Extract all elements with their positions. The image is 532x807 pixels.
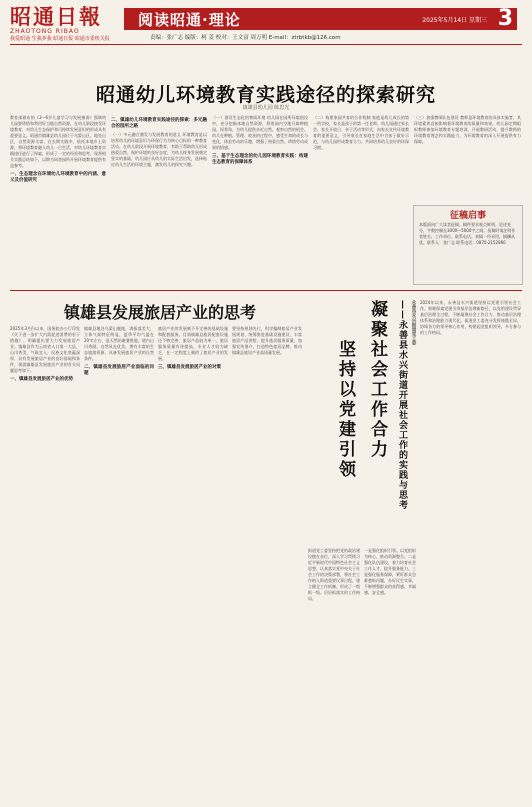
article1-byline: 镇雄县幼儿园 陈思光	[242, 105, 290, 111]
section-banner	[124, 8, 517, 30]
editor-credits: 责编：张广志 编版：柯 姜 校对：王文富 周万明 E-mail：ztrbtkb@126.com	[150, 35, 341, 41]
article3-author: 永善县水兴街道党工委	[411, 300, 416, 345]
article2-column-1	[10, 326, 80, 798]
article2-body-1: 2025年3月份以来，国务院办公厅印发《关于进一步扩大内需促进消费的若干措施》，明确提出要大力发展旅居产业。镇雄县作为云南省人口第一大县，山川秀美，气候宜人，民族文化底蕴深厚，具有发展旅居产业的良好基础和条件，现就镇雄县发展旅居产业的有关问题思考如下。	[10, 326, 80, 373]
article1-column-3	[212, 115, 308, 285]
article3-column-3	[364, 548, 416, 798]
article1-column-4	[313, 115, 409, 285]
page-number: 3	[497, 6, 513, 31]
article2-column-2	[84, 326, 154, 798]
header-divider	[10, 44, 522, 45]
article3-column-1	[420, 300, 521, 798]
masthead-pinyin: ZHAOTONG RIBAO	[10, 28, 80, 35]
article1-body-2: （一）多元融合激发与发展教育的意义 环境教育是以培养幼儿的环境意识与环保行为为核心目标的一种教育活动。在幼儿阶段开展环境教育，有助于帮助幼儿形成热爱自然、保护环境的良好态度，为幼儿终身发展奠定坚实的基础。幼儿园应从幼儿的实际生活出发，选择贴近幼儿生活的环境主题，激发幼儿的探究兴趣。	[111, 132, 207, 167]
article1-subheading-3: 三、基于生态理念的幼儿园环境教育实践：构建生态教育的保障体系	[212, 154, 308, 165]
article3-headline-2: 坚持以党建引领	[335, 340, 355, 480]
masthead-title: 昭通日報	[10, 4, 102, 29]
masthead	[10, 6, 118, 40]
article1-column-2	[111, 115, 207, 285]
article3-body-2: 街道党工委坚持把党的政治建设摆在首位，深入学习贯彻习近平新时代中国特色社会主义思想，认真落实党中央关于社会工作的决策部署，将社会工作纳入街道重要议事日程，建立健全工作机制，形成了一级抓一级、层层抓落实的工作格局。	[308, 548, 360, 601]
article2-body-3: 旅居产业的发展离不开完善的基础设施和配套服务。目前镇雄县旅居配套设施还不够完善，旅居产品较为单一，旅居服务质量有待提高，专业人才较为缺乏，在一定程度上制约了旅居产业的发展。	[158, 326, 228, 361]
article1-body-1: 教育部颁布的《3—6岁儿童学习与发展指南》强调幼儿园要珍惜和利用好当地自然资源，在幼儿阶段接受环境教育，对幼儿生态保护和可持续发展意识的形成具有重要意义。昭通市镇雄县幼儿园位于乌蒙山区，地处山区，自然资源丰富，在长期实践中，依托本地乡土资源，将环境教育融入幼儿一日生活，对幼儿环境教育实践途径进行了探索，形成了一定的经验和思考，现将相关实践总结如下，以期为同类园所开展环境教育提供有益参考。	[10, 115, 106, 168]
article1-subheading-1: 一、生态理念在环境幼儿环境教育中的内涵、意义及价值研究	[10, 172, 106, 183]
article2-subheading-3: 三、镇雄县发展旅居产业的对策	[158, 365, 221, 370]
article3-column-2	[308, 548, 360, 798]
notice-body: 本版面向广大读者征稿，稿件要求观点鲜明、论述充分，字数控制在3000—5000字之间。投稿时请注明作者姓名、工作单位、联系电话。来稿一经采用，稿酬从优。联系人：张广志 联系电话：0870-2152866	[419, 222, 516, 245]
article1-body-5: （三）加强教师队伍建设 教师是环境教育的具体实施者，其环境素养直接影响着环境教育的质量和效果。幼儿园定期组织教师参加环境教育专题培训，开展教研活动，提升教师的环境教育理念和实践能力，为环境教育的深入开展提供有力保障。	[414, 115, 521, 144]
article1-column-1	[10, 115, 106, 285]
article1-body-3: （一）创设生态化的物质环境 幼儿园在园所环境创设中，充分挖掘本地自然资源，利用园内空地开辟种植园、饲养角，为幼儿提供亲近自然、观察自然的机会。幼儿在种植、管理、收获的过程中，感受生命的成长与变化，体验劳动的乐趣，增强了热爱自然、珍惜劳动成果的情感。	[212, 115, 308, 150]
article1-subheading-2: 二、镇雄幼儿环境教育实践途径的探索：多元融合的园所之路	[111, 118, 207, 129]
call-for-papers-box	[413, 205, 523, 285]
section-divider	[10, 290, 522, 291]
notice-title: 征稿启事	[449, 211, 486, 221]
article2-body-4: 要坚持规划先行，科学编制旅居产业发展规划，统筹推进基础设施建设，丰富旅居产品供给，提升旅居服务质量，加强宣传推介，打造特色旅居品牌，推动镇雄县旅居产业高质量发展。	[232, 326, 302, 355]
issue-date: 2025年5月14日 星期三	[422, 17, 487, 24]
article1-headline: 昭通幼儿环境教育实践途径的探索研究	[95, 84, 436, 106]
article2-body-2: 镇雄县地处乌蒙山腹地，海拔落差大，立体气候特征明显，夏季平均气温在20℃左右，是天然的避暑胜地。境内山川秀丽，自然风光优美，拥有丰富的生态旅游资源，具备发展旅居产业的自然条件。	[84, 326, 154, 361]
article3-subtitle: ——永善县水兴街道开展社会工作的实践与思考	[397, 300, 407, 510]
article2-headline: 镇雄县发展旅居产业的思考	[63, 303, 256, 322]
article2-column-3	[158, 326, 228, 798]
article2-subheading-2: 二、镇雄县发展旅居产业面临的问题	[84, 365, 154, 376]
masthead-subtitle: 我爱昭通 生我养我 昭通日报 昭通市委机关报	[10, 36, 110, 42]
page-header	[0, 0, 532, 50]
article3-headline-1: 凝聚社会工作合力	[367, 300, 387, 460]
article3-body-3: 一是强化组织引领。以党组织为核心，推动资源整合。二是强化队伍建设，着力培育社会工作人才，提升服务能力。三是强化服务保障，紧盯群众急难愁盼问题，办好民生实事，不断增强群众的获得感、幸福感、安全感。	[364, 548, 416, 595]
section-title: 阅读昭通·理论	[138, 11, 241, 29]
article2-subheading-1: 一、镇雄县发展旅居产业的优势	[10, 377, 73, 382]
article2-column-4	[232, 326, 302, 798]
article1-column-5	[414, 115, 521, 201]
article3-body-1: 2024年以来，永善县水兴街道坚持以党建引领社会工作，积极探索党建引领基层治理新路径，以党的建设贯穿基层治理全过程，不断凝聚社会工作合力，推动基层治理体系和治理能力现代化。街道党工委充分发挥统揽全局、协调各方的领导核心作用，构建起党组织领导、多方参与的工作格局。	[420, 300, 521, 335]
article1-body-4: （二）构建家园共育的合作机制 家庭是幼儿成长的第一所学校，家长是孩子的第一任老师。幼儿园通过家长会、家长开放日、亲子活动等形式，向家长宣传环境教育的重要意义，引导家长在家庭生活中为孩子做好示范，与幼儿园形成教育合力，共同培养幼儿良好的环保习惯。	[313, 115, 409, 150]
